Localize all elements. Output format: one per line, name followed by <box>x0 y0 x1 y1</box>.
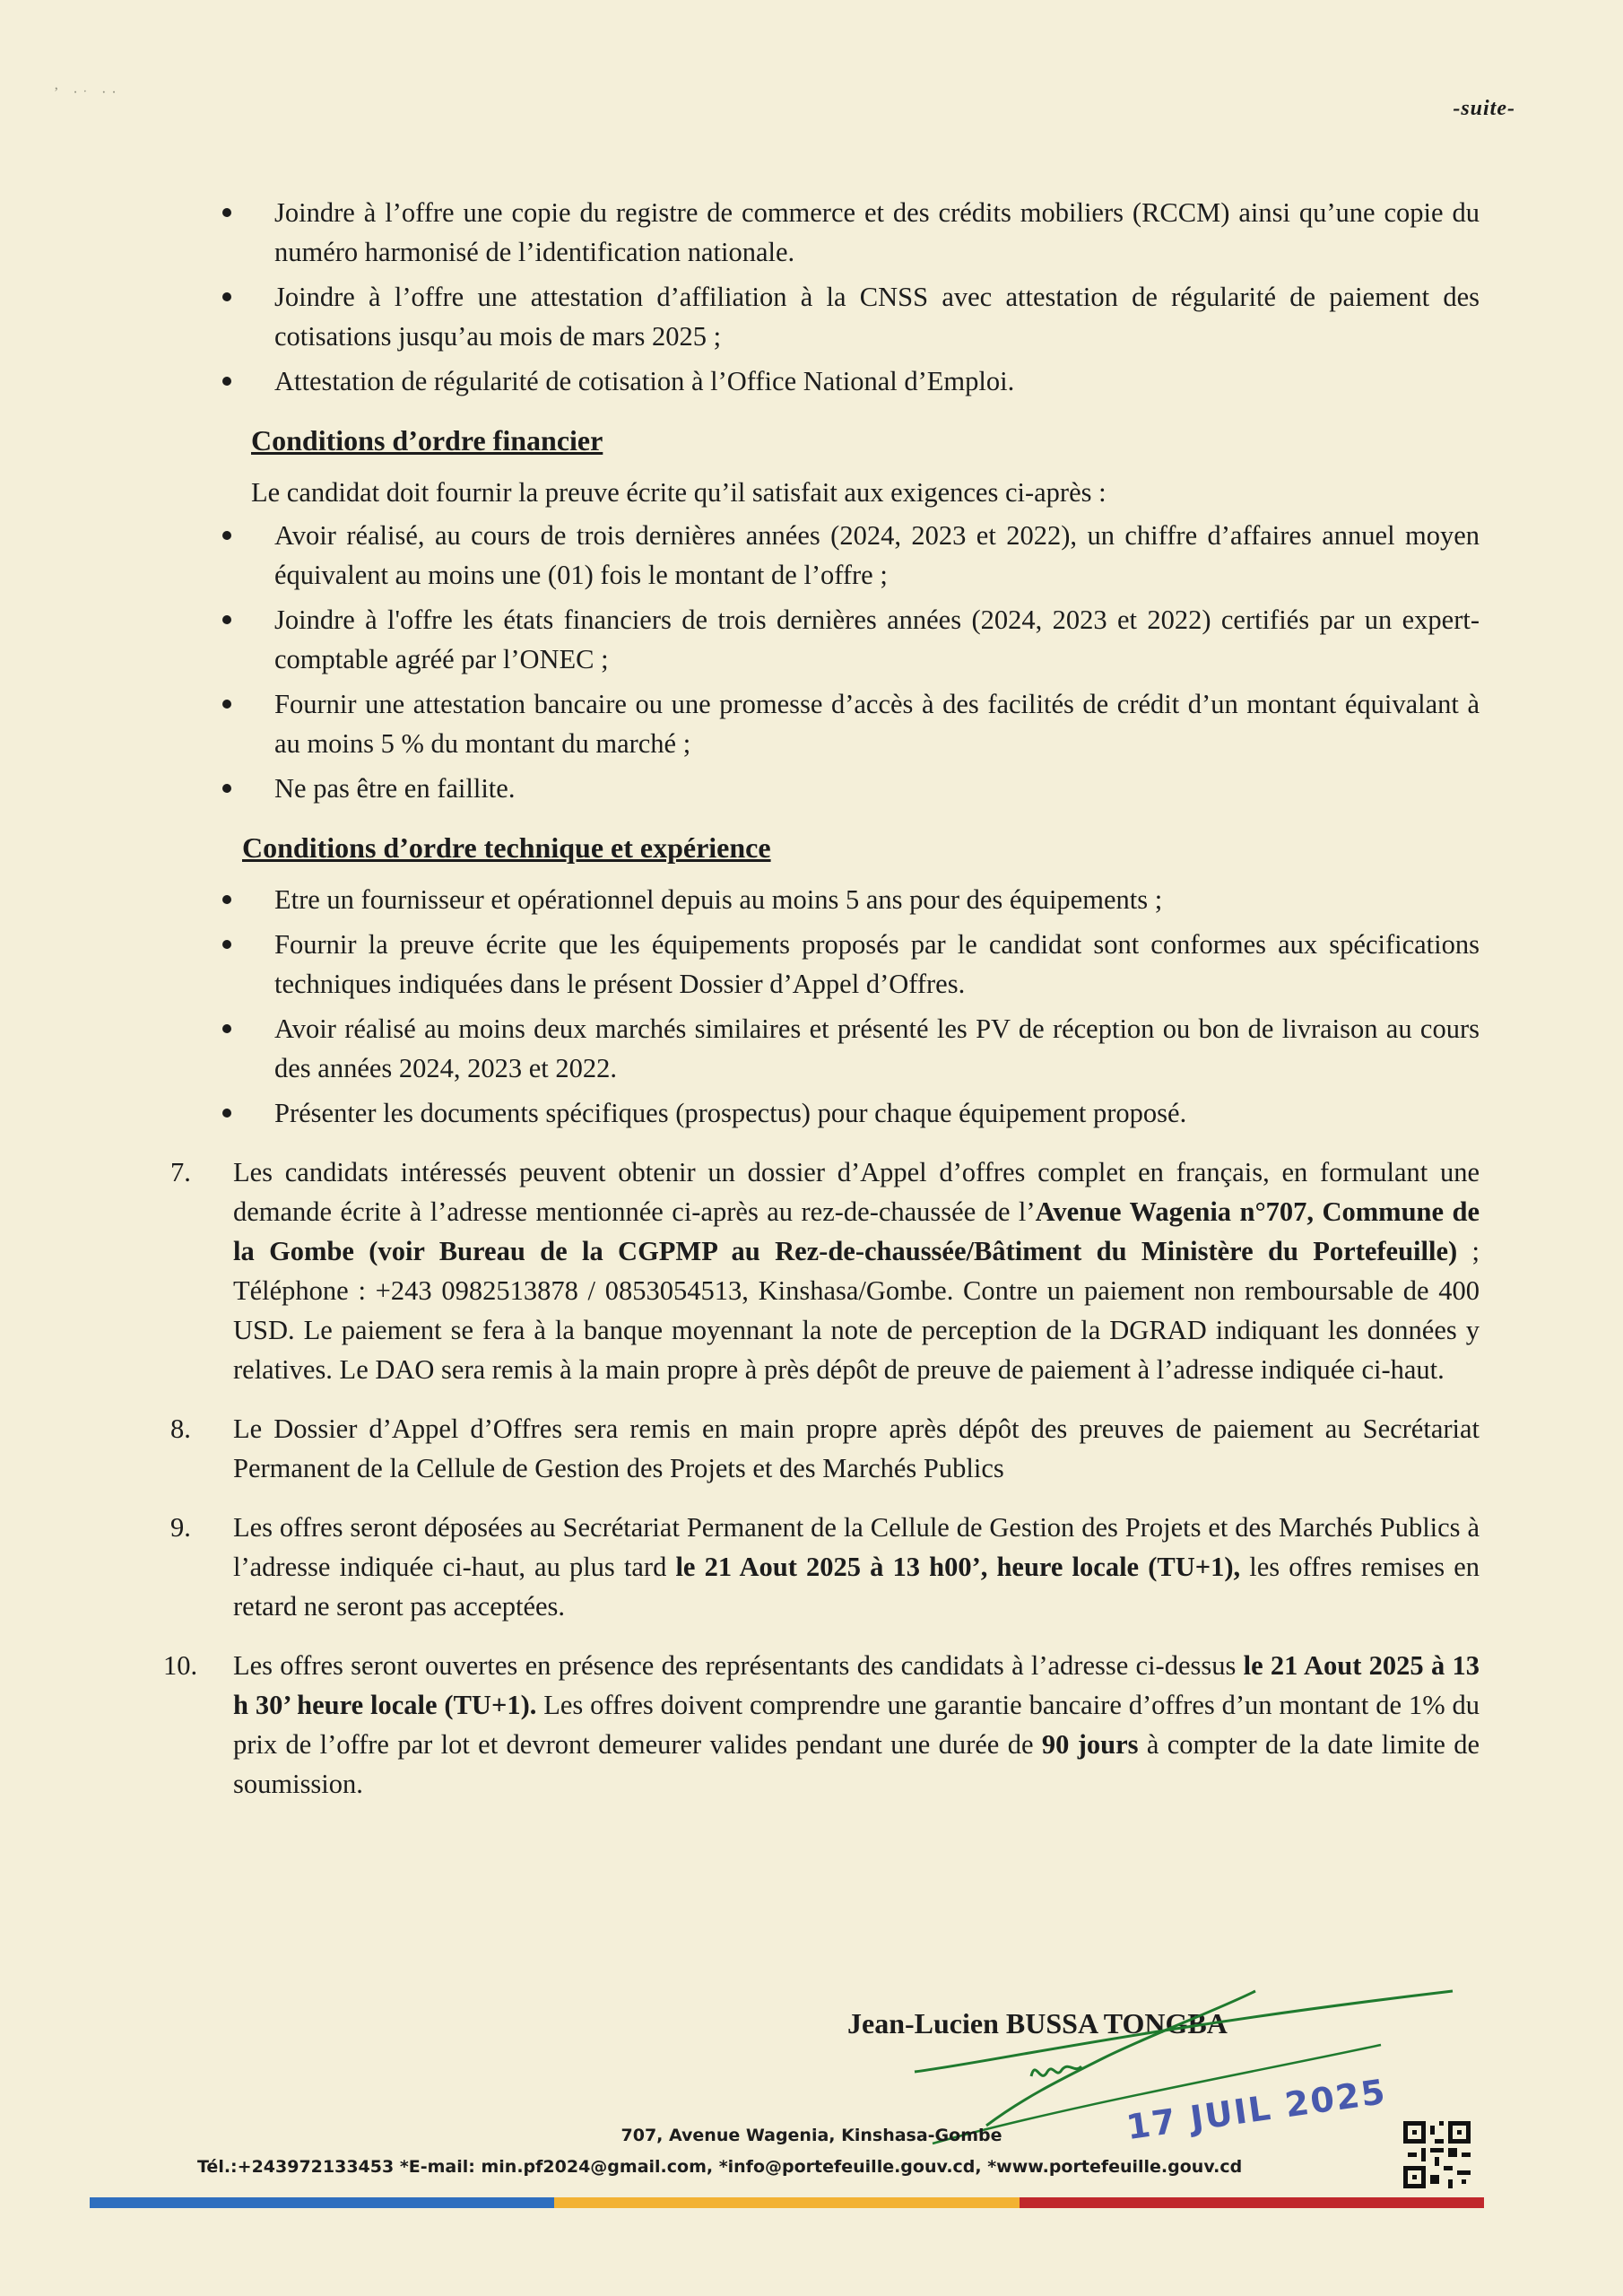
list-item: Avoir réalisé au moins deux marchés similaires et présenté les PV de réception ou bon de livraison au cours des années 2024, 2023 et 2022. <box>215 1009 1480 1088</box>
technical-requirements-list <box>215 880 1480 1133</box>
paragraph-text: Les candidats intéressés peuvent obtenir un dossier d’Appel d’offres complet en français, en formulant une demande écrite à l’adresse mentionnée ci-après au rez-de-chaussée de l’ <box>233 1157 1480 1227</box>
admin-requirements-list <box>215 193 1480 401</box>
qr-code-icon <box>1403 2121 1471 2188</box>
color-bar-yellow <box>554 2197 1019 2208</box>
financial-requirements-list <box>215 516 1480 808</box>
footer-address: 707, Avenue Wagenia, Kinshasa-Gombe <box>621 2126 1002 2145</box>
address-bold: Avenue Wagenia n°707, Commune de la Gombe (voir Bureau de la CGPMP au Rez-de-chaussée/Bâtiment du Ministère du Portefeuille) <box>233 1196 1480 1266</box>
date-stamp: 17 JUIL 2025 <box>1124 2071 1390 2148</box>
paragraph-text: ; Téléphone : +243 0982513878 / 0853054513, Kinshasa/Gombe. Contre un paiement non remboursable de 400 USD. Le paiement se fera à la banque moyennant la note de perception de la DGRAD indiquant les données y relatives. Le DAO sera remis à la main propre à près dépôt de preuve de paiement à l’adresse indiquée ci-haut. <box>233 1236 1480 1385</box>
paragraph-number: 10. <box>163 1650 198 1681</box>
paragraph-text: Les offres seront ouvertes en présence des représentants des candidats à l’adresse ci-dessus <box>233 1650 1244 1681</box>
cnss-text: Joindre à l’offre une attestation d’affiliation à la CNSS avec attestation de régularité de paiement des cotisations jusqu’au mois de mars 2025 ; <box>274 282 1480 352</box>
list-item: Etre un fournisseur et opérationnel depuis au moins 5 ans pour des équipements ; <box>215 880 1480 919</box>
list-item: Joindre à l'offre les états financiers de trois dernières années (2024, 2023 et 2022) certifiés par un expert-comptable agréé par l’ONEC ; <box>215 600 1480 679</box>
paragraph-text: à compter de la date limite de soumission. <box>233 1729 1480 1799</box>
list-item: Fournir la preuve écrite que les équipements proposés par le candidat sont conformes aux spécifications techniques indiquées dans le présent Dossier d’Appel d’Offres. <box>215 925 1480 1004</box>
deadline-bold: le 21 Aout 2025 à 13 h00’, heure locale (TU+1), <box>675 1552 1241 1582</box>
list-item: Attestation de régularité de cotisation à l’Office National d’Emploi. <box>215 361 1480 401</box>
opening-date-bold: le 21 Aout 2025 à 13 h 30’ heure locale (TU+1). <box>233 1650 1480 1720</box>
validity-bold: 90 jours <box>1041 1729 1139 1760</box>
paragraph-7 <box>170 1152 1480 1389</box>
paragraph-text: les offres remises en retard ne seront pas acceptées. <box>233 1552 1480 1622</box>
list-item <box>215 277 1480 356</box>
footer-contact: Tél.:+243972133453 *E-mail: min.pf2024@gmail.com, *info@portefeuille.gouv.cd, *www.portefeuille.gouv.cd <box>197 2157 1243 2177</box>
color-bar-blue <box>90 2197 554 2208</box>
paragraph-9 <box>170 1508 1480 1626</box>
list-item: Présenter les documents spécifiques (prospectus) pour chaque équipement proposé. <box>215 1093 1480 1133</box>
suite-label: -suite- <box>1453 97 1515 120</box>
paragraph-number: 8. <box>170 1413 191 1444</box>
technical-heading: Conditions d’ordre technique et expérience <box>242 831 771 864</box>
list-item: Joindre à l’offre une copie du registre de commerce et des crédits mobiliers (RCCM) ainsi qu’une copie du numéro harmonisé de l’identification nationale. <box>215 193 1480 272</box>
financial-heading: Conditions d’ordre financier <box>251 424 603 457</box>
paragraph-text: Le Dossier d’Appel d’Offres sera remis en main propre après dépôt des preuves de paiement au Secrétariat Permanent de la Cellule de Gestion des Projets et des Marchés Publics <box>233 1413 1480 1483</box>
list-item: Avoir réalisé, au cours de trois dernières années (2024, 2023 et 2022), un chiffre d’affaires annuel moyen équivalent au moins une (01) fois le montant de l’offre ; <box>215 516 1480 595</box>
paragraph-number: 9. <box>170 1512 191 1543</box>
color-bar-red <box>1020 2197 1484 2208</box>
list-item: Fournir une attestation bancaire ou une promesse d’accès à des facilités de crédit d’un montant équivalant à au moins 5 % du montant du marché ; <box>215 684 1480 763</box>
paragraph-10 <box>163 1646 1480 1804</box>
document-body <box>163 193 1480 1804</box>
paragraph-8 <box>170 1409 1480 1488</box>
signatory-name: Jean-Lucien BUSSA TONGBA <box>847 2007 1228 2039</box>
paragraph-number: 7. <box>170 1157 191 1187</box>
footer-color-bar <box>90 2197 1484 2208</box>
list-item: Ne pas être en faillite. <box>215 769 1480 808</box>
paragraph-text: Les offres doivent comprendre une garantie bancaire d’offres d’un montant de 1% du prix de l’offre par lot et devront demeurer valides pendant une durée de <box>233 1690 1480 1760</box>
scan-marks: ʼ ·ˑ ·· <box>54 85 122 100</box>
financial-intro: Le candidat doit fournir la preuve écrite qu’il satisfait aux exigences ci-après : <box>251 477 1107 508</box>
paragraph-text: Les offres seront déposées au Secrétariat Permanent de la Cellule de Gestion des Projets et des Marchés Publics à l’adresse indiquée ci-haut, au plus tard <box>233 1512 1480 1582</box>
